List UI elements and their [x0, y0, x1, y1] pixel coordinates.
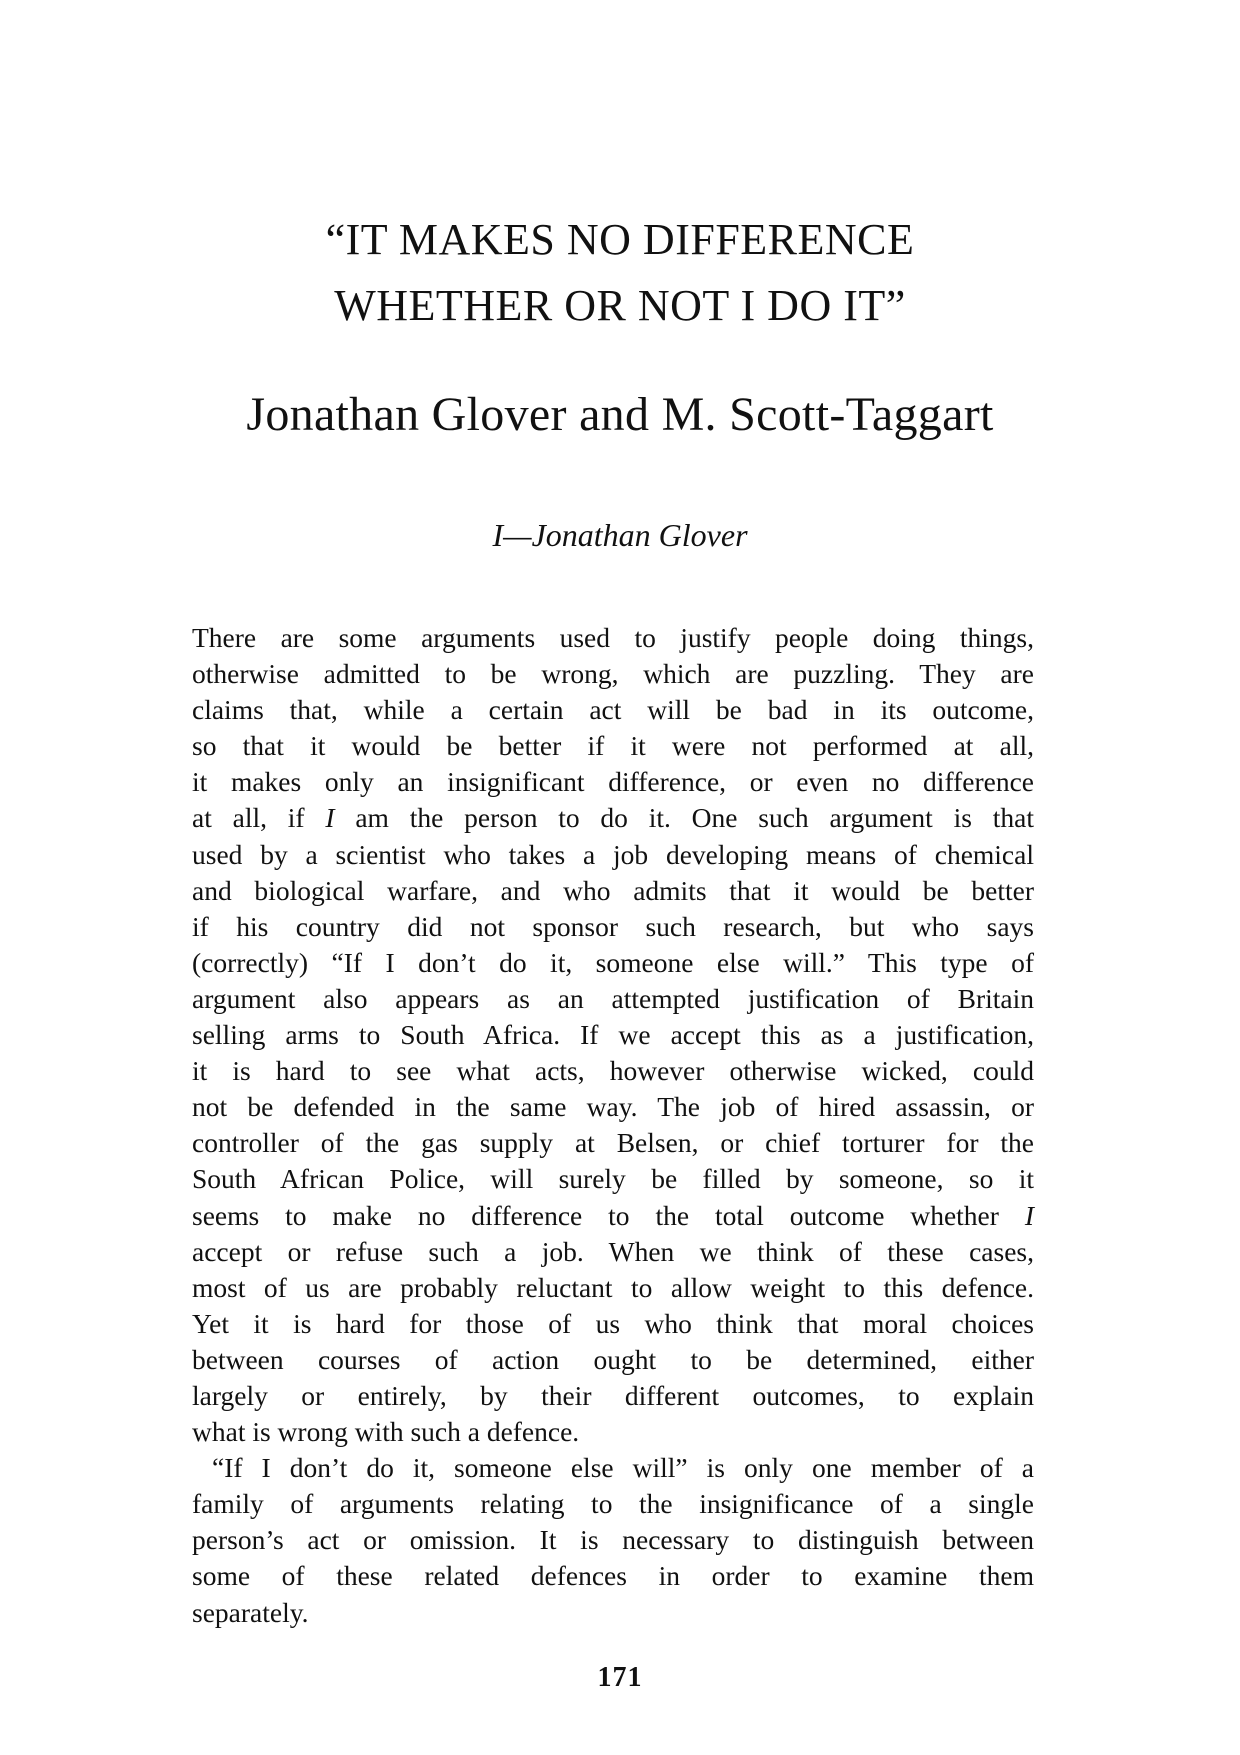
- body-line: Yet it is hard for those of us who think that moral choices: [192, 1307, 1034, 1339]
- body-line: (correctly) “If I don’t do it, someone else will.” This type of: [192, 946, 1034, 978]
- body-line-with-italic: at all, if I am the person to do it. One such argument is that: [192, 802, 1034, 834]
- page-number: 171: [597, 1662, 643, 1693]
- body-line-with-italic: seems to make no difference to the total outcome whether I: [192, 1199, 1034, 1231]
- body-line: person’s act or omission. It is necessary to distinguish between: [192, 1524, 1034, 1556]
- body-line: claims that, while a certain act will be bad in its outcome,: [192, 694, 1034, 726]
- body-line: used by a scientist who takes a job developing means of chemical: [192, 838, 1034, 870]
- body-line: if his country did not sponsor such research, but who says: [192, 910, 1034, 942]
- italic-emphasis: I: [1024, 1199, 1034, 1231]
- body-line: between courses of action ought to be determined, either: [192, 1343, 1034, 1375]
- body-line: controller of the gas supply at Belsen, or chief torturer for the: [192, 1127, 1034, 1159]
- body-line: accept or refuse such a job. When we think of these cases,: [192, 1235, 1034, 1267]
- body-line: most of us are probably reluctant to allow weight to this defence.: [192, 1271, 1034, 1303]
- body-line: separately.: [192, 1596, 309, 1628]
- body-line: selling arms to South Africa. If we accept this as a justification,: [192, 1019, 1034, 1051]
- title-line-2: WHETHER OR NOT I DO IT”: [334, 281, 906, 331]
- body-line: family of arguments relating to the insignificance of a single: [192, 1488, 1034, 1520]
- article-title: [0, 207, 1240, 339]
- section-heading: I—Jonathan Glover: [492, 517, 748, 553]
- body-text: [192, 620, 1034, 1631]
- italic-emphasis: I: [325, 802, 335, 834]
- body-line: largely or entirely, by their different outcomes, to explain: [192, 1379, 1034, 1411]
- body-line: it makes only an insignificant difference, or even no difference: [192, 766, 1034, 798]
- article-authors: Jonathan Glover and M. Scott-Taggart: [246, 388, 994, 441]
- title-line-1: “IT MAKES NO DIFFERENCE: [325, 215, 915, 265]
- body-line: what is wrong with such a defence.: [192, 1416, 580, 1448]
- body-line: so that it would be better if it were not performed at all,: [192, 730, 1034, 762]
- body-line: “If I don’t do it, someone else will” is only one member of a: [212, 1452, 1034, 1484]
- body-line: There are some arguments used to justify people doing things,: [192, 622, 1034, 653]
- body-line: and biological warfare, and who admits that it would be better: [192, 874, 1034, 906]
- body-line: otherwise admitted to be wrong, which are puzzling. They are: [192, 658, 1034, 690]
- body-line: argument also appears as an attempted justification of Britain: [192, 982, 1034, 1014]
- body-line: South African Police, will surely be filled by someone, so it: [192, 1163, 1034, 1195]
- body-line: some of these related defences in order to examine them: [192, 1560, 1034, 1592]
- body-line: it is hard to see what acts, however otherwise wicked, could: [192, 1055, 1034, 1087]
- body-line: not be defended in the same way. The job of hired assassin, or: [192, 1091, 1034, 1123]
